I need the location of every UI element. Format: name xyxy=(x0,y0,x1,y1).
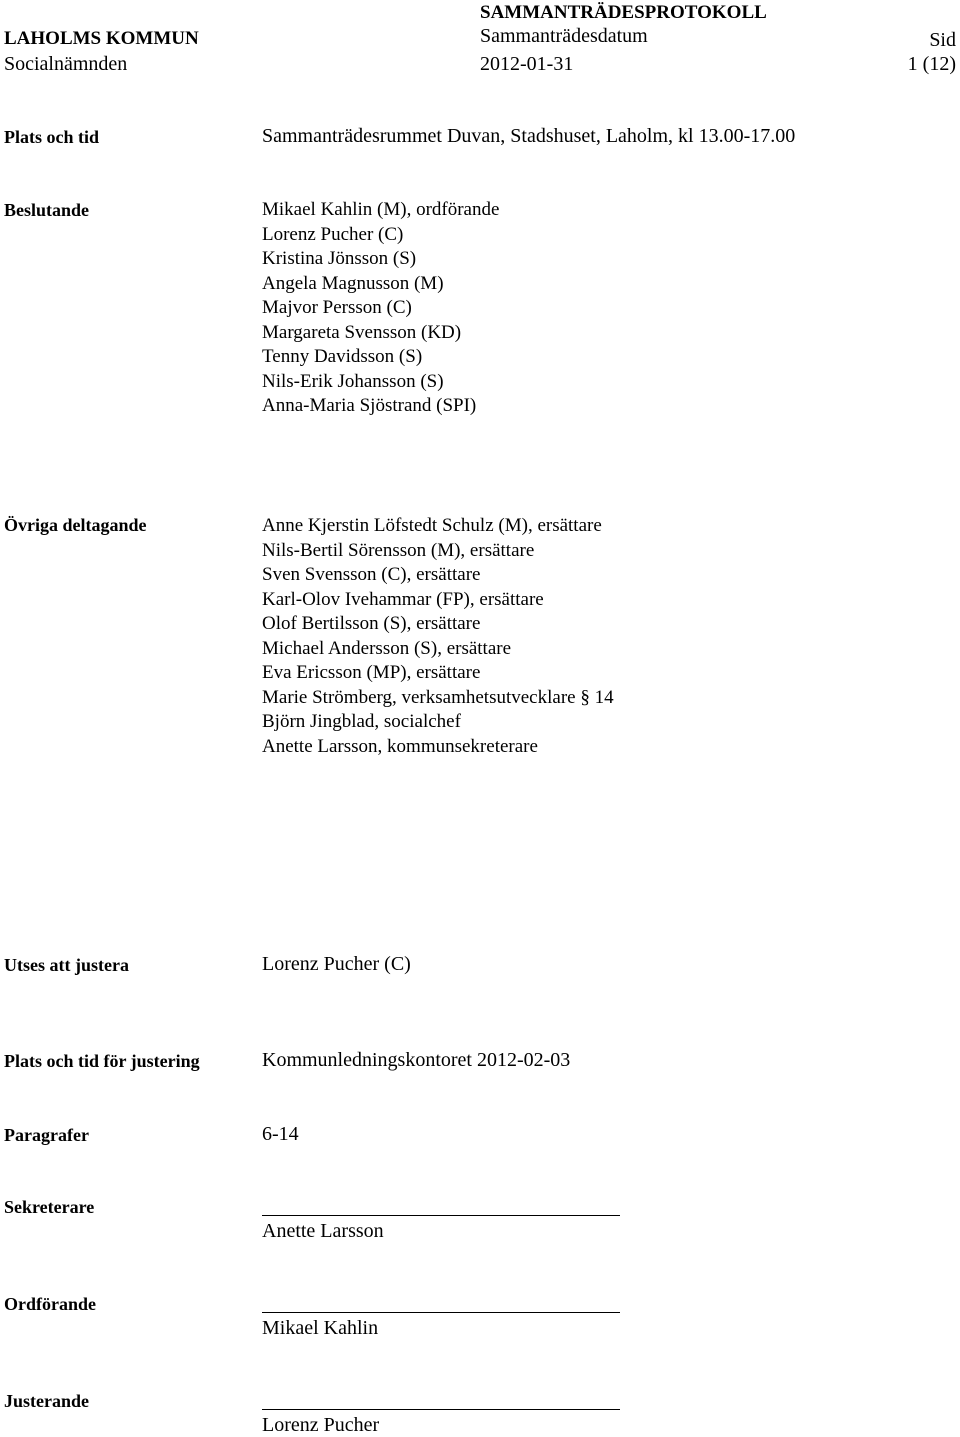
department-name: Socialnämnden xyxy=(4,53,128,75)
list-item: Majvor Persson (C) xyxy=(262,297,412,318)
list-item: Kristina Jönsson (S) xyxy=(262,248,417,269)
other-participants-label: Övriga deltagande xyxy=(4,515,147,535)
decision-makers-list xyxy=(262,198,499,419)
meeting-date: 2012-01-31 xyxy=(480,53,574,75)
adjustment-place-value: Kommunledningskontoret 2012-02-03 xyxy=(262,1049,571,1071)
adjuster-label: Justerande xyxy=(4,1391,89,1411)
other-participants-list xyxy=(262,514,614,759)
list-item: Eva Ericsson (MP), ersättare xyxy=(262,662,481,683)
secretary-label: Sekreterare xyxy=(4,1197,95,1217)
chairman-label: Ordförande xyxy=(4,1294,96,1314)
place-time-value: Sammanträdesrummet Duvan, Stadshuset, Laholm, kl 13.00-17.00 xyxy=(262,125,796,147)
list-item: Marie Strömberg, verksamhetsutvecklare § 14 xyxy=(262,686,614,708)
adjustment-place-label: Plats och tid för justering xyxy=(4,1051,200,1071)
list-item: Björn Jingblad, socialchef xyxy=(262,711,461,732)
list-item: Nils-Bertil Sörensson (M), ersättare xyxy=(262,539,535,561)
list-item: Nils-Erik Johansson (S) xyxy=(262,370,444,392)
paragraphs-value: 6-14 xyxy=(262,1123,299,1145)
paragraphs-label: Paragrafer xyxy=(4,1125,89,1145)
decision-makers-label: Beslutande xyxy=(4,200,90,220)
list-item: Angela Magnusson (M) xyxy=(262,272,444,294)
list-item: Mikael Kahlin (M), ordförande xyxy=(262,199,500,220)
list-item: Tenny Davidsson (S) xyxy=(262,346,423,367)
org-name: LAHOLMS KOMMUN xyxy=(4,28,199,49)
date-label: Sammanträdesdatum xyxy=(480,25,648,47)
page-number: 1 (12) xyxy=(907,53,956,75)
page-label: Sid xyxy=(929,29,956,51)
place-time-label: Plats och tid xyxy=(4,127,100,147)
chairman-signature-line xyxy=(262,1312,620,1313)
adjuster-signature-line xyxy=(262,1409,620,1410)
list-item: Karl-Olov Ivehammar (FP), ersättare xyxy=(262,588,544,610)
list-item: Anne Kjerstin Löfstedt Schulz (M), ersättare xyxy=(262,515,602,536)
secretary-signature-line xyxy=(262,1215,620,1216)
document-type: SAMMANTRÄDESPROTOKOLL xyxy=(480,2,767,23)
adjuster-name: Lorenz Pucher xyxy=(262,1414,380,1436)
list-item: Anna-Maria Sjöstrand (SPI) xyxy=(262,395,477,416)
appointed-adjuster-label: Utses att justera xyxy=(4,955,129,975)
appointed-adjuster-value: Lorenz Pucher (C) xyxy=(262,953,411,975)
list-item: Lorenz Pucher (C) xyxy=(262,223,404,245)
secretary-name: Anette Larsson xyxy=(262,1220,384,1242)
list-item: Michael Andersson (S), ersättare xyxy=(262,637,512,659)
list-item: Anette Larsson, kommunsekreterare xyxy=(262,735,538,757)
chairman-name: Mikael Kahlin xyxy=(262,1317,379,1339)
list-item: Sven Svensson (C), ersättare xyxy=(262,564,481,585)
list-item: Margareta Svensson (KD) xyxy=(262,321,462,343)
list-item: Olof Bertilsson (S), ersättare xyxy=(262,613,481,634)
